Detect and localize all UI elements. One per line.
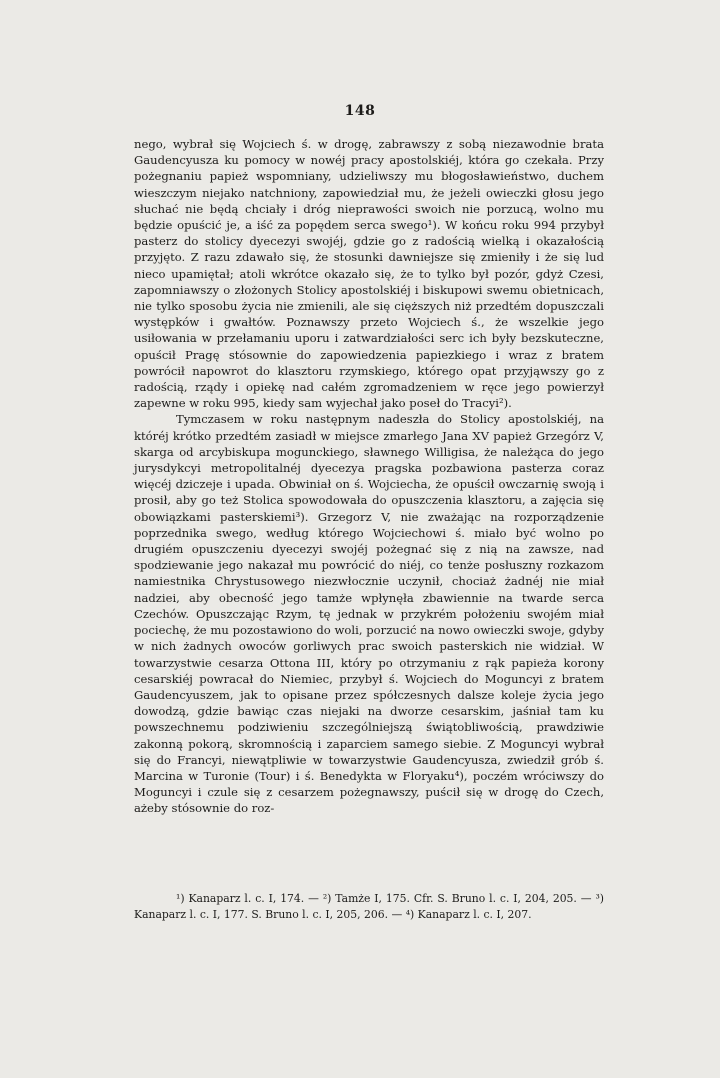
- main-text: [134, 136, 604, 817]
- footnote-text: ¹) Kanaparz l. c. I, 174. — ²) Tamże I, 175. Cfr. S. Bruno l. c. I, 204, 205. — ³) Kanaparz l. c. I, 177. S. Bruno l. c. I, 205, 206. — ⁴) Kanaparz l. c. I, 207.: [134, 892, 604, 921]
- paragraph: Tymczasem w roku następnym nadeszła do Stolicy apostolskiéj, na któréj krótko przedtém zasiadł w miejsce zmarłego Jana XV papież Grzegórz V, skarga od arcybiskupa mogunckiego, sławnego Willigisa, że należąca do jego jurysdykcyi metropolitalnéj dyecezya pragska pozbawiona pasterza coraz więcéj dziczeje i upada. Obwiniał on ś. Wojciecha, że opuścił owczarnię swoją i prosił, aby go też Stolica spowodowała do opuszczenia klasztoru, a zajęcia się obowiązkami pasterskiemi³). Grzegorz V, nie zważając na rozporządzenie poprzednika swego, według którego Wojciechowi ś. miało być wolno po drugiém opuszczeniu dyecezyi swojéj pożegnać się z nią na zawsze, nad spodziewanie jego nakazał mu powrócić do niéj, co tenże posłuszny rozkazom namiestnika Chrystusowego niezwłocznie uczynił, chociaż żadnéj nie miał nadziei, aby obecność jego tamże wpłynęła zbawiennie na twarde serca Czechów. Opuszczając Rzym, tę jednak w przykrém położeniu swojém miał pociechę, że mu pozostawiono do woli, porzucić na nowo owieczki swoje, gdyby w nich żadnych owoców gorliwych prac swoich pasterskich nie widział. W towarzystwie cesarza Ottona III, który po otrzymaniu z rąk papieża korony cesarskiéj powracał do Niemiec, przybył ś. Wojciech do Moguncyi z bratem Gaudencyuszem, jak to opisane przez spółczesnych dalsze koleje życia jego dowodzą, gdzie bawiąc czas niejaki na dworze cesarskim, jaśniał tam ku powszechnemu podziwieniu szczególniejszą świątobliwością, prawdziwie zakonną pokorą, skromnością i zaparciem samego siebie. Z Moguncyi wybrał się do Francyi, niewątpliwie w towarzystwie Gaudencyusza, zwiedził grób ś. Marcina w Turonie (Tour) i ś. Benedykta w Floryaku⁴), poczém wróciwszy do Moguncyi i czule się z cesarzem pożegnawszy, puścił się w drogę do Czech, ażeby stósownie do roz-: [134, 412, 604, 816]
- paragraph-continued: nego, wybrał się Wojciech ś. w drogę, zabrawszy z sobą niezawodnie brata Gaudencyusza ku pomocy w nowéj pracy apostolskiéj, która go czekała. Przy pożegnaniu papież wspomniany, udzieliwszy mu błogosławieństwo, duchem wieszczym niejako natchniony, zapowiedział mu, że jeżeli owieczki głosu jego słuchać nie będą chciały i dróg nieprawości swoich nie porzucą, wolno mu będzie opuścić je, a iść za popędem serca swego¹). W końcu roku 994 przybył pasterz do stolicy dyecezyi swojéj, gdzie go z radością wielką i okazałością przyjęto. Z razu zdawało się, że stosunki dawniejsze się zmieniły i że się lud nieco upamiętał; atoli wkrótce okazało się, że to tylko był pozór, gdyż Czesi, zapomniawszy o złożonych Stolicy apostolskiéj i biskupowi swemu obietnicach, nie tylko sposobu życia nie zmienili, ale się cięższych niż przedtém dopuszczali występków i gwałtów. Poznawszy przeto Wojciech ś., że wszelkie jego usiłowania w przełamaniu uporu i zatwardziałości serc ich były bezskuteczne, opuścił Pragę stósownie do zapowiedzenia papiezkiego i wraz z bratem powrócił napowrot do klasztoru rzymskiego, którego opat przyjąwszy go z radością, rządy i opiekę nad całém zgromadzeniem w ręce jego powierzył zapewne w roku 995, kiedy sam wyjechał jako poseł do Tracyi²).: [134, 137, 604, 411]
- page-number: 148: [344, 103, 376, 119]
- footnotes: [134, 891, 604, 923]
